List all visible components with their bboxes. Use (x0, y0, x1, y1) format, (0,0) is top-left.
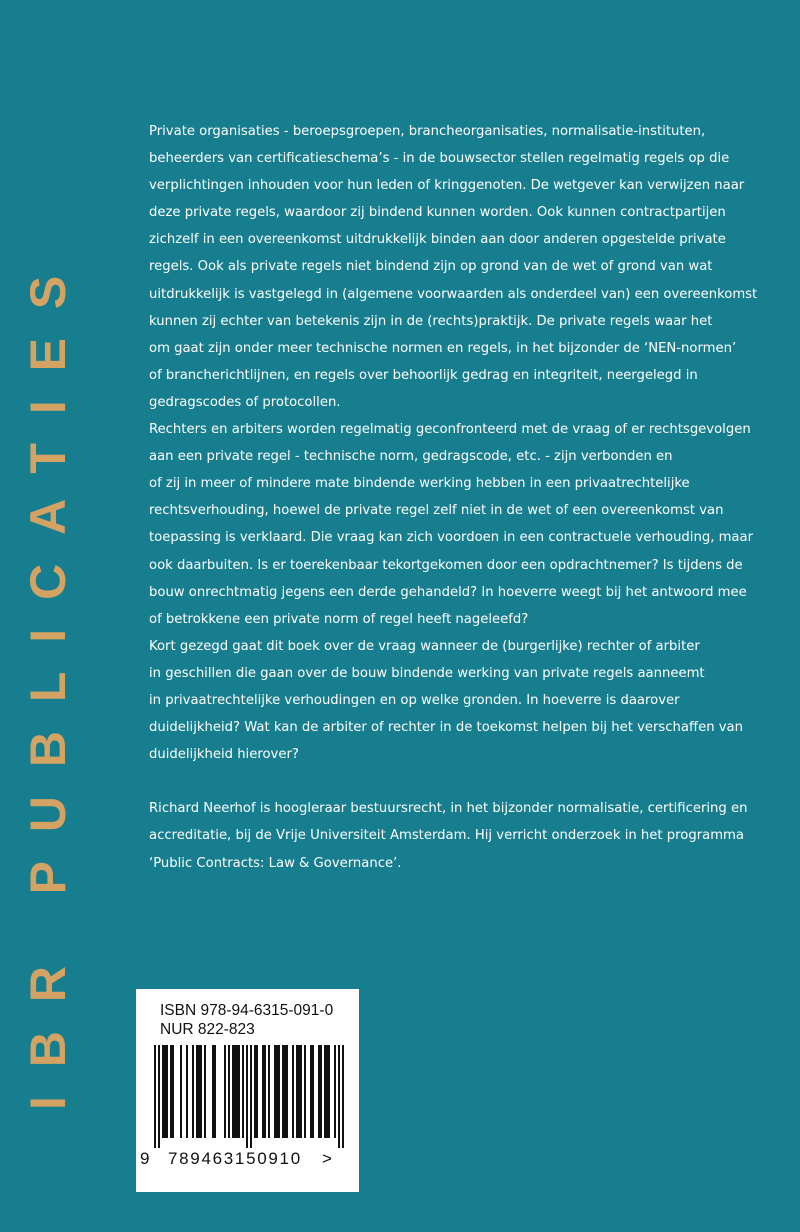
barcode-bar (268, 1045, 270, 1138)
barcode-bar (256, 1045, 258, 1138)
description-line: ook daarbuiten. Is er toerekenbaar tekortgekomen door een opdrachtnemer? Is tijdens de (149, 557, 743, 573)
barcode-bar (286, 1045, 288, 1138)
description-line: zichzelf in een overeenkomst uitdrukkelijk binden aan door anderen opgestelde private (149, 232, 726, 248)
author-bio (149, 795, 749, 876)
description-line: of betrokkene een private norm of regel heeft nageleefd? (149, 611, 529, 627)
author-bio-line: accreditatie, bij de Vrije Universiteit Amsterdam. Hij verricht onderzoek in het programma (149, 828, 744, 844)
spine-title: IBR PUBLICATIES (20, 246, 76, 1110)
back-cover-text (149, 118, 758, 877)
description (149, 118, 758, 768)
barcode-bars (154, 1045, 344, 1148)
description-line: duidelijkheid hierover? (149, 747, 299, 763)
barcode-bar (200, 1045, 202, 1138)
barcode-bar (234, 1045, 236, 1138)
barcode-bar (166, 1045, 168, 1138)
barcode-bar (254, 1045, 256, 1138)
barcode-bar (236, 1045, 238, 1138)
barcode-bar (242, 1045, 244, 1138)
description-line: Rechters en arbiters worden regelmatig geconfronteerd met de vraag of er rechtsgevolgen (149, 422, 751, 438)
paragraph-gap (149, 768, 749, 795)
barcode-bar (326, 1045, 328, 1138)
barcode-bar (224, 1045, 226, 1138)
barcode-bar (274, 1045, 276, 1138)
author-bio-line: ‘Public Contracts: Law & Governance’. (149, 855, 402, 871)
barcode-guard-bar (338, 1045, 340, 1148)
description-line: of zij in meer of mindere mate bindende werking hebben in een privaatrechtelijke (149, 476, 690, 492)
barcode-bar (334, 1045, 336, 1138)
barcode-bar (282, 1045, 284, 1138)
nur-code: NUR 822-823 (160, 1021, 255, 1038)
description-line: Kort gezegd gaat dit boek over de vraag wanneer de (burgerlijke) rechter of arbiter (149, 638, 700, 654)
description-line: toepassing is verklaard. Die vraag kan zich voordoen in een contractuele verhouding, maar (149, 530, 754, 546)
barcode-end-mark: > (322, 1149, 332, 1168)
barcode-bar (214, 1045, 216, 1138)
barcode-bar (238, 1045, 240, 1138)
barcode-bar (296, 1045, 298, 1138)
barcode-bar (318, 1045, 320, 1138)
author-bio-line: Richard Neerhof is hoogleraar bestuursrecht, in het bijzonder normalisatie, certificering en (149, 801, 748, 817)
barcode-bar (180, 1045, 182, 1138)
barcode-bar (204, 1045, 206, 1138)
description-line: beheerders van certificatieschema’s - in de bouwsector stellen regelmatig regels op die (149, 151, 730, 167)
description-line: gedragscodes of protocollen. (149, 394, 341, 410)
description-line: uitdrukkelijk is vastgelegd in (algemene voorwaarden als onderdeel van) een overeenkomst (149, 286, 758, 302)
barcode-label (136, 989, 359, 1192)
barcode-bar (196, 1045, 198, 1138)
barcode-bar (328, 1045, 330, 1138)
barcode-bar (312, 1045, 314, 1138)
barcode-bar (212, 1045, 214, 1138)
barcode-guard-bar (246, 1045, 248, 1148)
barcode-bar (264, 1045, 266, 1138)
barcode-bar (304, 1045, 306, 1138)
description-line: rechtsverhouding, hoewel de private regel zelf niet in de wet of een overeenkomst van (149, 503, 724, 519)
barcode-bar (164, 1045, 166, 1138)
barcode-bar (192, 1045, 194, 1138)
description-line: om gaat zijn onder meer technische normen en regels, in het bijzonder de ‘NEN-normen’ (149, 340, 737, 356)
description-line: in geschillen die gaan over de bouw bindende werking van private regels aanneemt (149, 665, 705, 681)
barcode-guard-bar (342, 1045, 344, 1148)
barcode-bar (228, 1045, 230, 1138)
description-line: deze private regels, waardoor zij bindend kunnen worden. Ook kunnen contractpartijen (149, 205, 726, 221)
barcode-guard-bar (154, 1045, 156, 1148)
barcode-bar (324, 1045, 326, 1138)
barcode-digits: 789463150910 (168, 1149, 302, 1168)
description-line: regels. Ook als private regels niet bindend zijn op grond van de wet of grond van wat (149, 259, 713, 275)
description-line: aan een private regel - technische norm, gedragscode, etc. - zijn verbonden en (149, 449, 673, 465)
description-line: verplichtingen inhouden voor hun leden of kringgenoten. De wetgever kan verwijzen naar (149, 178, 745, 194)
barcode-bar (172, 1045, 174, 1138)
barcode-bar (170, 1045, 172, 1138)
description-line: duidelijkheid? Wat kan de arbiter of rechter in de toekomst helpen bij het verschaffen van (149, 720, 743, 736)
description-line: of brancherichtlijnen, en regels over behoorlijk gedrag en integriteit, neergelegd in (149, 367, 698, 383)
barcode-digit-first: 9 (140, 1149, 150, 1168)
barcode-bar (300, 1045, 302, 1138)
barcode-bar (278, 1045, 280, 1138)
description-line: bouw onrechtmatig jegens een derde gehandeld? In hoeverre weegt bij het antwoord mee (149, 584, 747, 600)
description-line: kunnen zij echter van betekenis zijn in de (rechts)praktijk. De private regels waar het (149, 313, 713, 329)
barcode-bar (298, 1045, 300, 1138)
barcode-bar (320, 1045, 322, 1138)
barcode-guard-bar (158, 1045, 160, 1148)
isbn-number: ISBN 978-94-6315-091-0 (160, 1002, 334, 1019)
barcode-bar (310, 1045, 312, 1138)
description-line: in privaatrechtelijke verhoudingen en op welke gronden. In hoeverre is daarover (149, 692, 680, 708)
barcode-bar (232, 1045, 234, 1138)
description-line: Private organisaties - beroepsgroepen, brancheorganisaties, normalisatie-instituten, (149, 124, 706, 139)
barcode-bar (292, 1045, 294, 1138)
barcode-bar (162, 1045, 164, 1138)
barcode-bar (186, 1045, 188, 1138)
barcode-bar (198, 1045, 200, 1138)
barcode-bar (284, 1045, 286, 1138)
barcode-bar (276, 1045, 278, 1138)
barcode-guard-bar (250, 1045, 252, 1148)
barcode-bar (262, 1045, 264, 1138)
